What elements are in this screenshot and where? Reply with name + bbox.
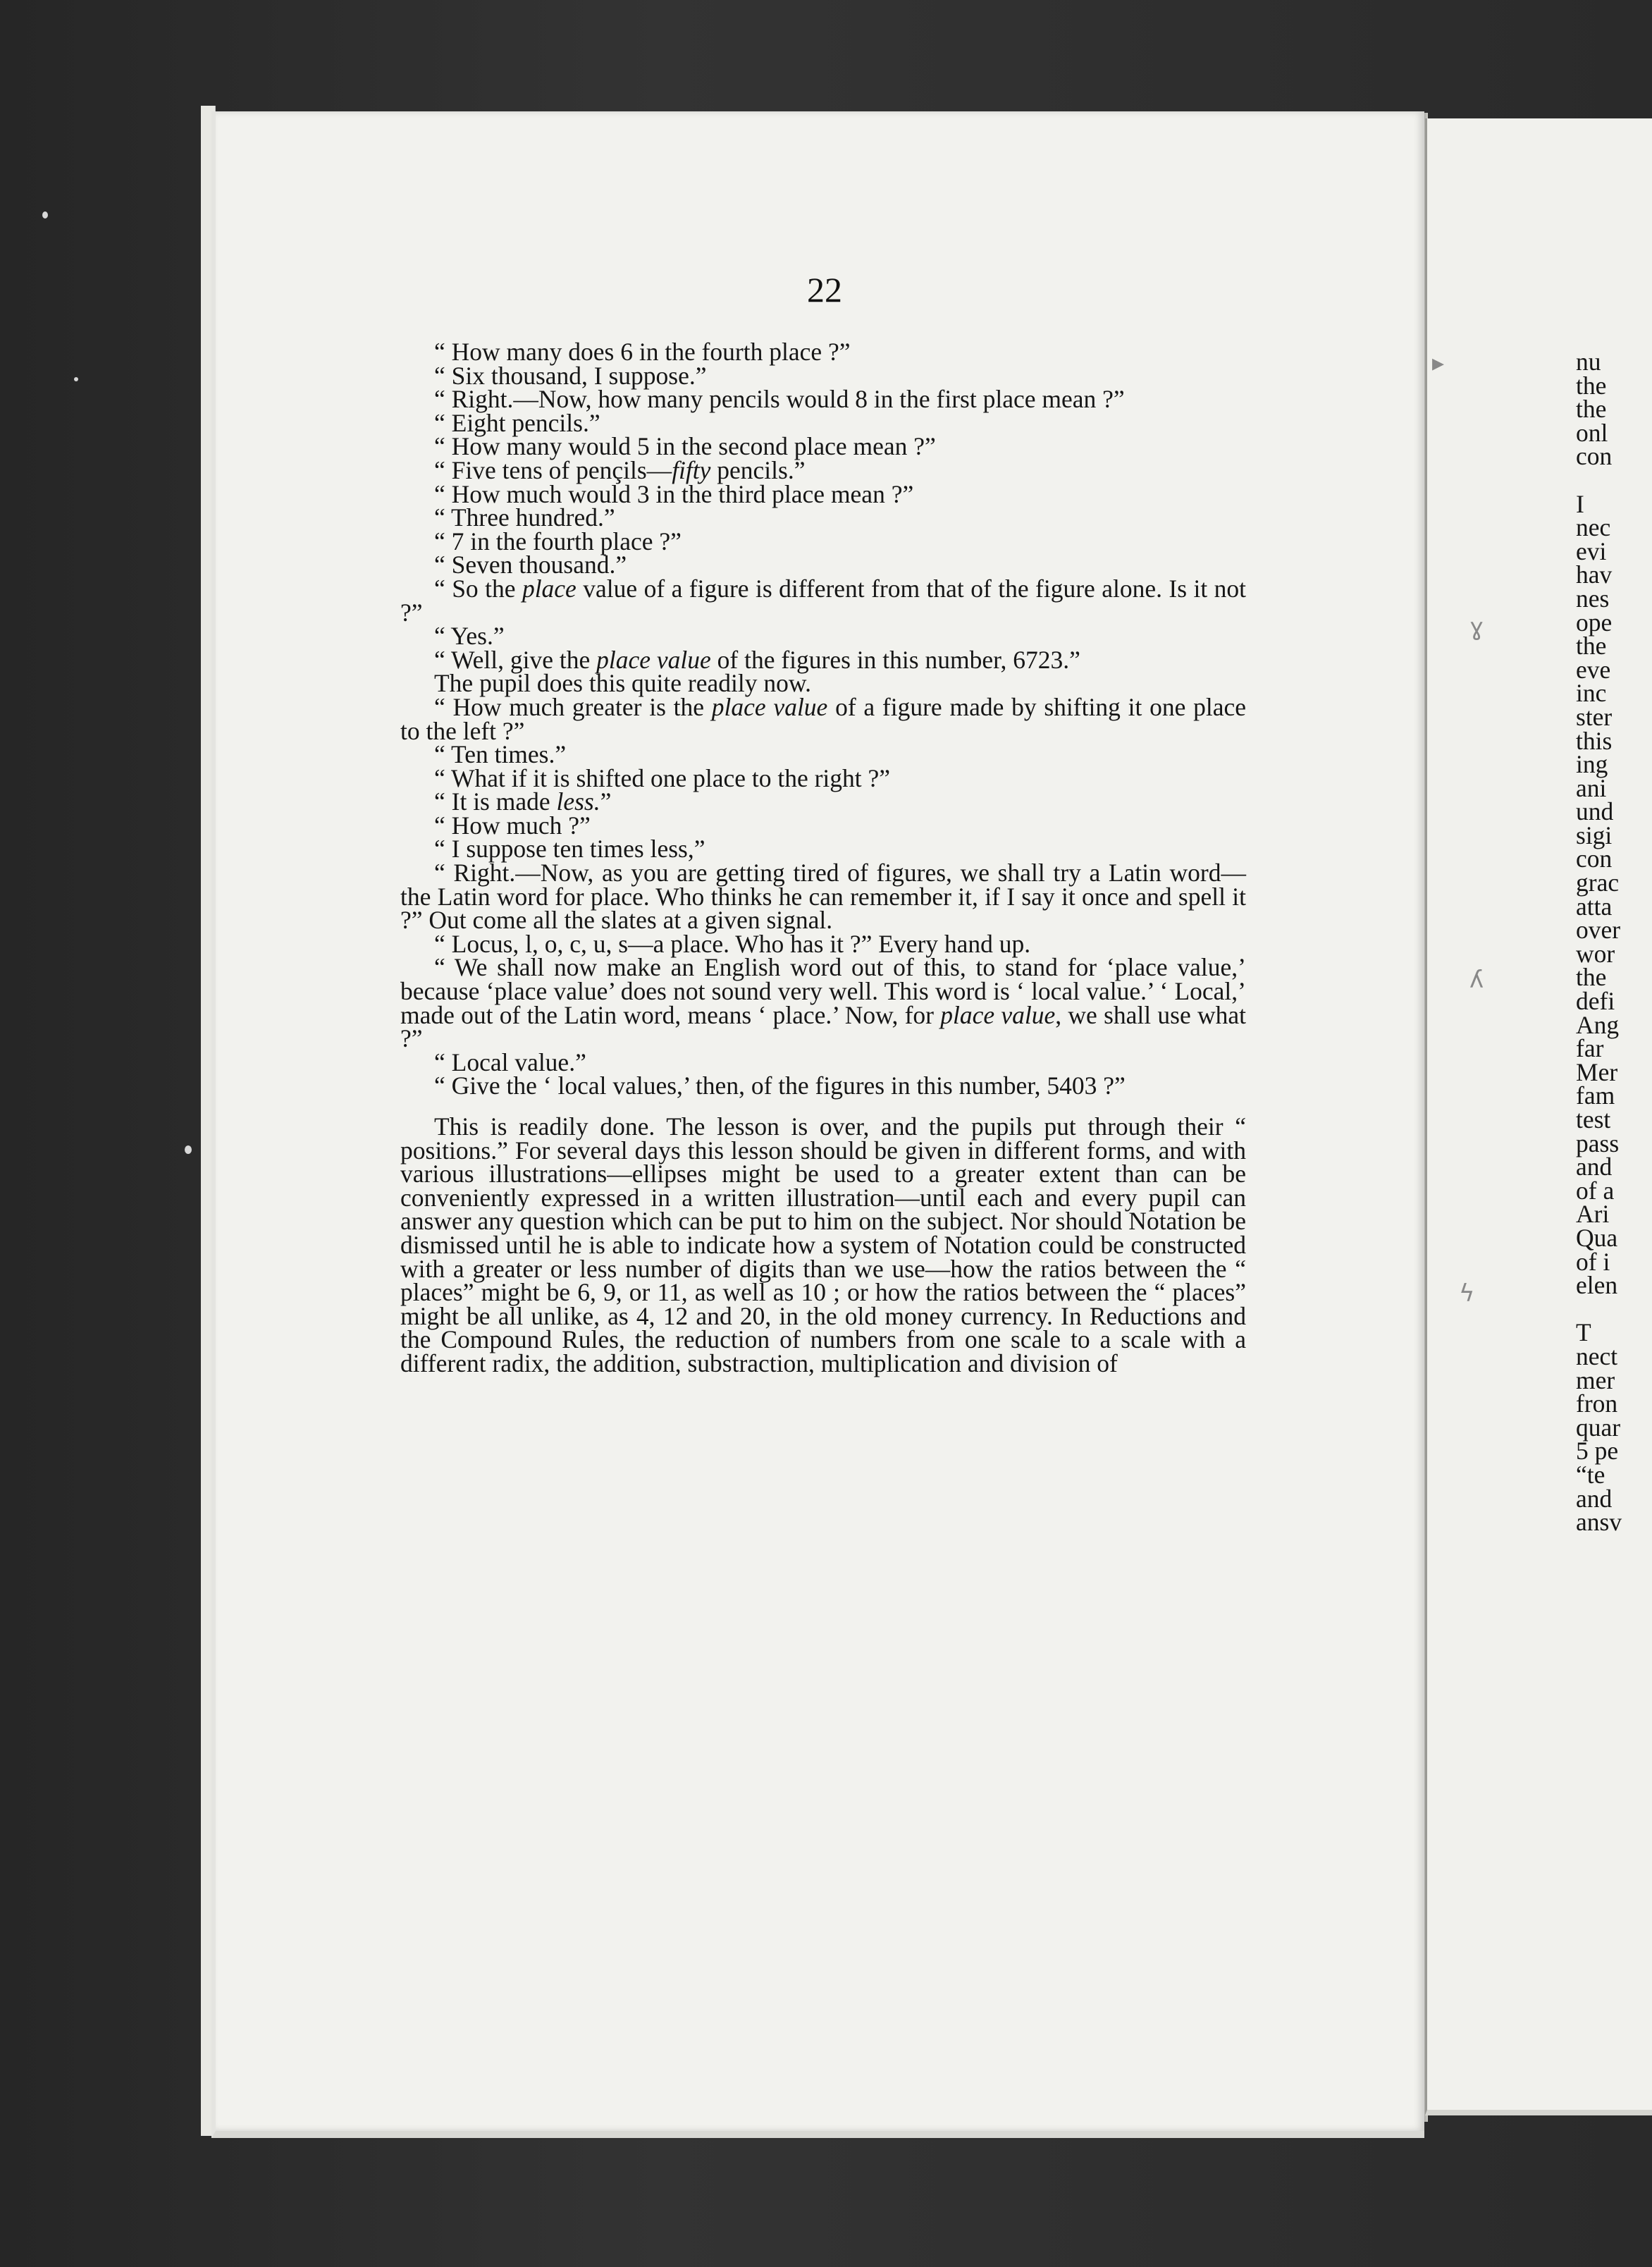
dialogue-line: “ I suppose ten times less,” xyxy=(434,835,705,864)
right-page-line-fragment: grac xyxy=(1576,868,1620,897)
right-page-line-fragment: sigi xyxy=(1576,821,1613,849)
dialogue-line: “ Five tens of pençils—fifty pencils.” xyxy=(434,455,806,484)
dialogue-line: “ Local value.” xyxy=(434,1048,586,1076)
emphasis: fifty xyxy=(672,455,711,484)
paragraph-gap xyxy=(1576,469,1652,493)
right-page-line-fragment: fron xyxy=(1576,1389,1618,1418)
right-page-line-fragment: nec xyxy=(1576,513,1611,542)
body-paragraph: This is readily done. The lesson is over, and the pupils put through their “ positions.” For several days this lesson should be given in different forms, and with various illustrations—ellipses might be used to a greater extent than can be conveniently expressed in a written illustration—until each and every pupil can answer any question which can be put to him on the subject. Nor should Notation be dismissed until he is able to indicate how a system of Notation could be constructed with a greater or less number of digits than we use—how the ratios between the “ places” might be 6, 9, or 11, as well as 10 ; or how the ratios between the “ places” might be all unlike, as 4, 12 and 20, in the old money currency. In Reductions and the Compound Rules, the reduction of numbers from one scale to a scale with a different radix, the addition, substraction, multiplication and division of xyxy=(400,1112,1246,1377)
right-page-line-fragment: far xyxy=(1576,1034,1604,1063)
right-page-line-fragment: and xyxy=(1576,1484,1613,1513)
dialogue-line: “ Ten times.” xyxy=(434,740,567,769)
dialogue-line: “ Well, give the place value of the figures in this number, 6723.” xyxy=(434,645,1080,674)
right-page-line-fragment: the xyxy=(1576,371,1607,400)
narration-line: The pupil does this quite readily now. xyxy=(434,669,812,698)
right-page-line-fragment: eve xyxy=(1576,655,1611,684)
right-page-line-fragment: inc xyxy=(1576,679,1607,708)
right-page-line-fragment: T xyxy=(1576,1318,1591,1347)
dialogue-line: “ How many does 6 in the fourth place ?” xyxy=(434,338,851,366)
right-page-line-fragment: and xyxy=(1576,1153,1613,1181)
right-page-line-fragment: Ang xyxy=(1576,1010,1620,1039)
dialogue-line: “ Yes.” xyxy=(434,622,505,651)
right-page-line-fragment: test xyxy=(1576,1105,1611,1134)
right-page-line-fragment: ani xyxy=(1576,773,1607,802)
dialogue-paragraph: “ We shall now make an English word out of this, to stand for ‘place value,’ because ‘place value’ does not sound very well. This word is ‘ local value.’ ‘ Local,’ made out of the Latin word, means ‘ place.’ Now, for place value, we shall use what ?” xyxy=(400,953,1246,1053)
right-page-line-fragment: nu xyxy=(1576,350,1601,376)
right-page-line-fragment: atta xyxy=(1576,892,1613,921)
scan-mark: ɣ xyxy=(1469,613,1484,641)
right-page-line-fragment: mer xyxy=(1576,1365,1615,1394)
right-page-line-fragment: ope xyxy=(1576,608,1613,637)
dialogue-line: “ What if it is shifted one place to the right ?” xyxy=(434,763,891,792)
dialogue-paragraph: “ Right.—Now, as you are getting tired of figures, we shall try a Latin word—the Latin word for place. Who thinks he can remember it, if I say it once and spell it ?” Out come all the slates at a given signal. xyxy=(400,859,1246,935)
dialogue-line: “ How many would 5 in the second place mean ?” xyxy=(434,432,936,461)
right-page-line-fragment: defi xyxy=(1576,987,1615,1016)
paragraph-gap xyxy=(1576,1298,1652,1322)
dust-speck xyxy=(42,211,48,219)
right-page-line-fragment: “te xyxy=(1576,1460,1605,1489)
right-page-line-fragment: Mer xyxy=(1576,1057,1618,1086)
dialogue-line: “ How much greater is the place value of a figure made by shifting it one place to the left ?” xyxy=(400,692,1246,745)
dust-speck xyxy=(74,377,78,381)
right-page-line-fragment: quar xyxy=(1576,1413,1621,1442)
right-page-line-fragment: this xyxy=(1576,726,1613,755)
right-page-line-fragment: ing xyxy=(1576,750,1608,779)
right-page-line-fragment: ster xyxy=(1576,702,1613,731)
dialogue-line: “ Eight pencils.” xyxy=(434,408,600,437)
emphasis: less. xyxy=(556,787,600,816)
right-page-line-fragment: con xyxy=(1576,442,1613,471)
emphasis: place xyxy=(522,574,577,603)
page-number: 22 xyxy=(807,270,842,309)
dialogue-line: “ How much ?” xyxy=(434,811,591,840)
right-page-text xyxy=(1576,350,1652,1535)
right-page-line-fragment: nes xyxy=(1576,584,1610,613)
right-page-line-fragment: Ari xyxy=(1576,1200,1610,1229)
emphasis: place value xyxy=(940,1000,1056,1029)
dialogue-line: “ Seven thousand.” xyxy=(434,551,627,579)
dialogue-line: “ So the place value of a figure is different from that of the figure alone. Is it not ?” xyxy=(400,574,1246,627)
right-page-line-fragment: onl xyxy=(1576,418,1608,447)
scan-mark: ʎ xyxy=(1469,966,1484,994)
dialogue-line: “ Six thousand, I suppose.” xyxy=(434,361,707,390)
right-page-line-fragment: the xyxy=(1576,395,1607,424)
right-page-line-fragment: fam xyxy=(1576,1081,1615,1110)
right-page-line-fragment: the xyxy=(1576,963,1607,992)
emphasis: place value xyxy=(711,692,828,721)
right-page-line-fragment: of i xyxy=(1576,1247,1610,1276)
right-page-line-fragment: of a xyxy=(1576,1176,1615,1205)
scan-mark: ϟ xyxy=(1459,1279,1475,1308)
emphasis: place value xyxy=(596,645,711,674)
page-text xyxy=(400,340,1246,1376)
right-page-line-fragment: the xyxy=(1576,632,1607,661)
right-page-line-fragment: Qua xyxy=(1576,1223,1618,1252)
dialogue-line: “ It is made less.” xyxy=(434,787,612,816)
dialogue-line: “ Give the ‘ local values,’ then, of the figures in this number, 5403 ?” xyxy=(434,1071,1126,1100)
right-page-line-fragment: con xyxy=(1576,844,1613,873)
dialogue-line: “ Locus, l, o, c, u, s—a place. Who has it ?” Every hand up. xyxy=(434,929,1031,958)
right-page-line-fragment: wor xyxy=(1576,939,1615,968)
right-page-line-fragment: und xyxy=(1576,797,1614,826)
dialogue-line: “ Three hundred.” xyxy=(434,503,615,532)
right-page-line-fragment: elen xyxy=(1576,1271,1618,1300)
right-page-line-fragment: hav xyxy=(1576,560,1613,589)
right-page-line-fragment: nect xyxy=(1576,1341,1618,1370)
right-page-line-fragment: ansv xyxy=(1576,1508,1622,1535)
dialogue-line: “ How much would 3 in the third place mean ?” xyxy=(434,479,914,508)
dialogue-line: “ 7 in the fourth place ?” xyxy=(434,527,682,555)
dialogue-line: “ Right.—Now, how many pencils would 8 in the first place mean ?” xyxy=(434,385,1125,414)
dust-speck xyxy=(185,1145,192,1154)
right-page-line-fragment: pass xyxy=(1576,1129,1620,1157)
right-page-line-fragment: 5 pe xyxy=(1576,1437,1619,1466)
right-page-line-fragment: evi xyxy=(1576,536,1607,565)
right-page-line-fragment: I xyxy=(1576,489,1584,518)
scan-mark: ▸ xyxy=(1432,349,1445,377)
right-page-line-fragment: over xyxy=(1576,916,1621,945)
